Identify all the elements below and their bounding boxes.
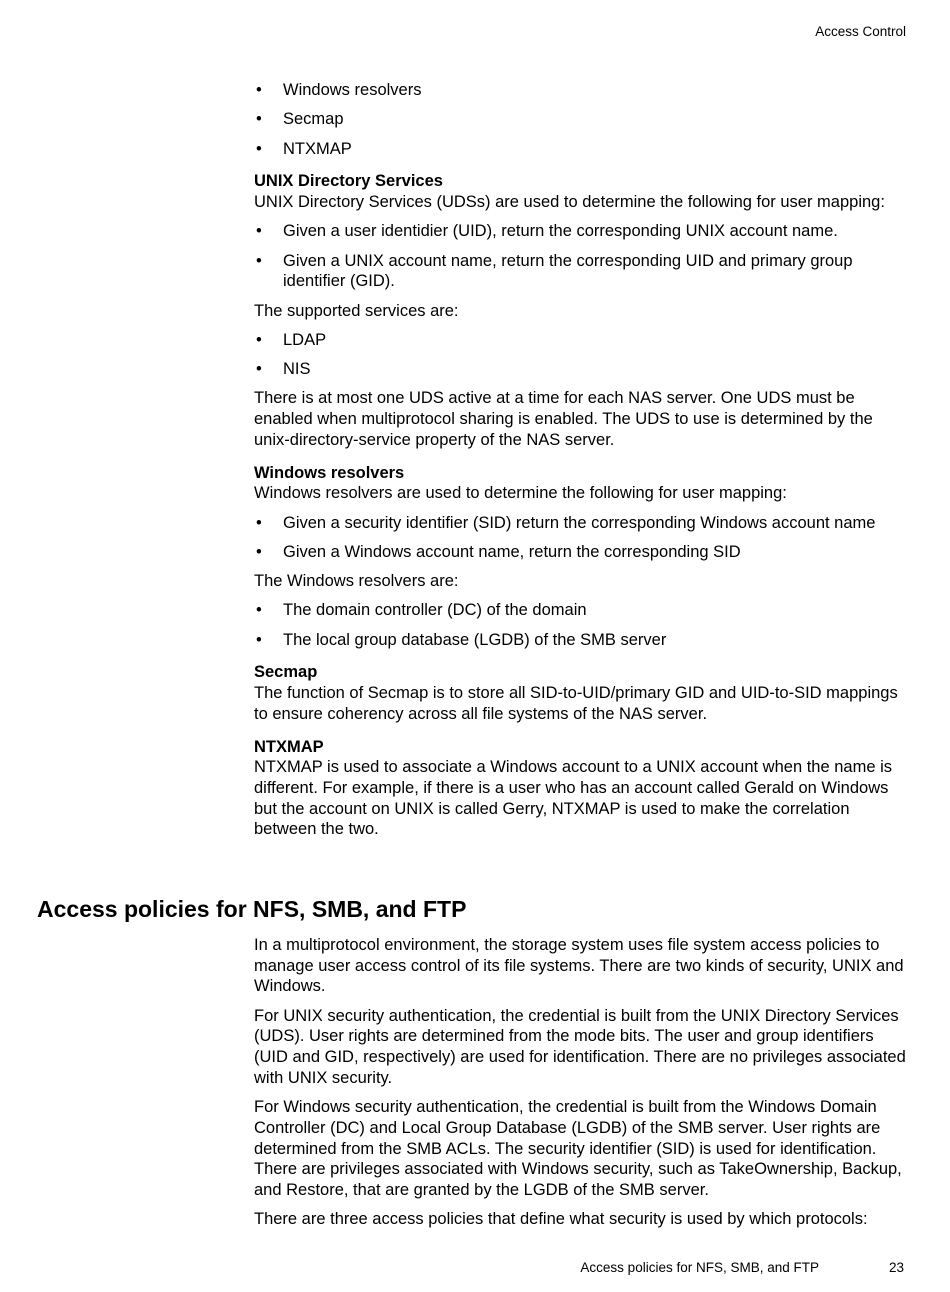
footer-section-title: Access policies for NFS, SMB, and FTP: [580, 1260, 819, 1275]
list-item: • Given a Windows account name, return the corresponding SID: [254, 542, 910, 563]
windows-resolvers-heading: Windows resolvers: [254, 463, 405, 482]
uds-closing: There is at most one UDS active at a time for each NAS server. One UDS must be enabled when multiprotocol sharing is enabled. The UDS to use is determined by the unix-directory-service property of the NAS server.: [254, 389, 873, 449]
intro-bullet-list: [254, 80, 910, 159]
list-item: • Given a security identifier (SID) return the corresponding Windows account name: [254, 513, 910, 534]
running-header: Access Control: [815, 24, 906, 39]
ntxmap-heading: NTXMAP: [254, 737, 324, 756]
list-item: • NIS: [254, 359, 910, 380]
uds-intro: UNIX Directory Services (UDSs) are used to determine the following for user mapping:: [254, 193, 885, 211]
secmap-heading: Secmap: [254, 663, 318, 682]
page-number: 23: [888, 1260, 904, 1275]
access-policies-paragraph: For Windows security authentication, the credential is built from the Windows Domain Controller (DC) and Local Group Database (LGDB) of the SMB server. User rights are determined from the SMB ACLs. The security identifier (SID) is used for identification. There are privileges associated with Windows security, such as TakeOwnership, Backup, and Restore, that are granted by the LGDB of the SMB server.: [254, 1098, 902, 1199]
main-content-upper: [254, 80, 910, 849]
ntxmap-body: NTXMAP is used to associate a Windows account to a UNIX account when the name is different. For example, if there is a user who has an account called Gerald on Windows but the account on UNIX is called Gerry, NTXMAP is used to make the correlation between the two.: [254, 758, 893, 839]
list-item: • Given a UNIX account name, return the corresponding UID and primary group identifier (GID).: [254, 251, 910, 292]
list-item: • LDAP: [254, 330, 910, 351]
access-policies-paragraph: In a multiprotocol environment, the storage system uses file system access policies to manage user access control of its file systems. There are two kinds of security, UNIX and Windows.: [254, 936, 904, 996]
access-policies-paragraph: For UNIX security authentication, the credential is built from the UNIX Directory Services (UDS). User rights are determined from the mode bits. The user and group identifiers (UID and GID, respectively) are used for identification. There are no privileges associated with UNIX security.: [254, 1006, 906, 1087]
list-item: • The local group database (LGDB) of the SMB server: [254, 630, 910, 651]
uds-supported-intro: The supported services are:: [254, 301, 459, 320]
access-policies-paragraph: There are three access policies that define what security is used by which protocols:: [254, 1210, 868, 1229]
windows-resolvers-list-intro: The Windows resolvers are:: [254, 572, 459, 591]
list-item: • NTXMAP: [254, 139, 910, 160]
list-item: • Windows resolvers: [254, 80, 910, 101]
list-item: • Secmap: [254, 109, 910, 130]
windows-resolvers-bullet-list: [254, 513, 910, 563]
main-content-lower: [254, 935, 910, 1239]
windows-resolvers-intro: Windows resolvers are used to determine the following for user mapping:: [254, 484, 787, 503]
uds-services-list: [254, 330, 910, 380]
windows-resolvers-list: [254, 600, 910, 650]
list-item: • Given a user identidier (UID), return the corresponding UNIX account name.: [254, 221, 910, 242]
secmap-body: The function of Secmap is to store all SID-to-UID/primary GID and UID-to-SID mappings to ensure coherency across all file systems of the NAS server.: [254, 684, 898, 723]
uds-bullet-list: [254, 221, 910, 292]
list-item: • The domain controller (DC) of the domain: [254, 600, 910, 621]
section-heading-access-policies: Access policies for NFS, SMB, and FTP: [37, 896, 467, 922]
uds-heading: UNIX Directory Services: [254, 172, 443, 191]
